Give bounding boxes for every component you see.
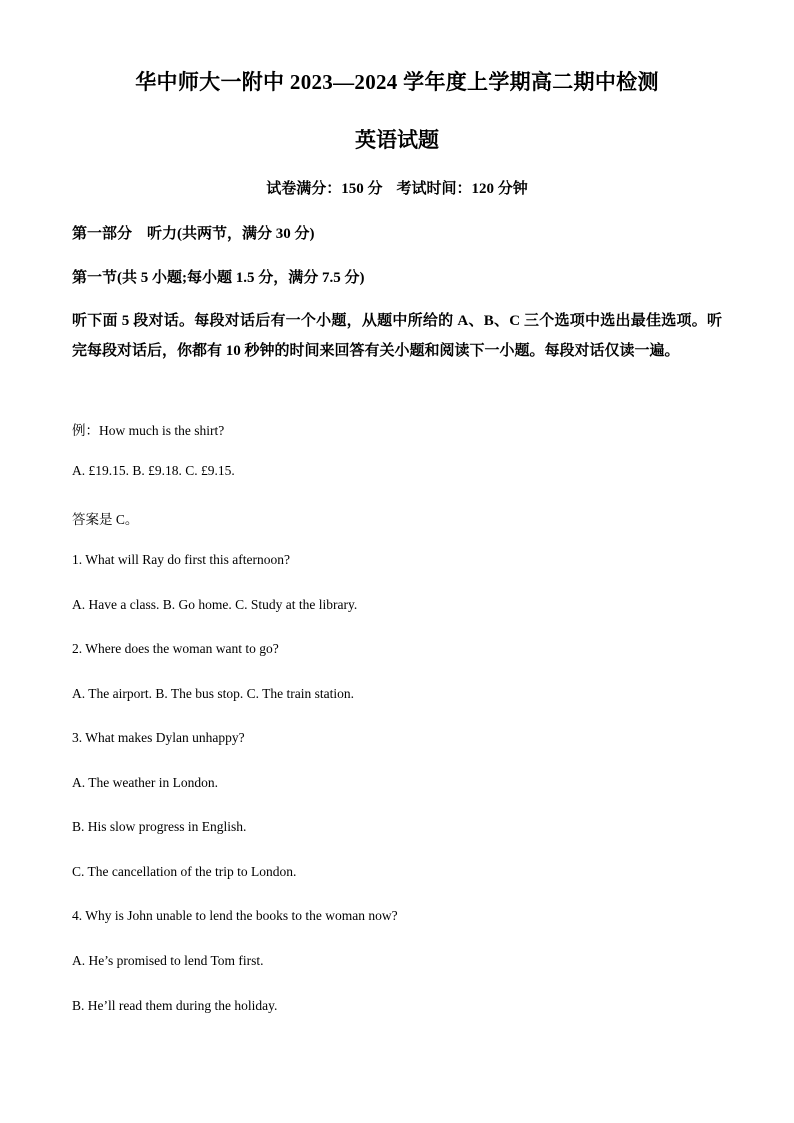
exam-subtitle: 英语试题: [355, 128, 439, 152]
section-heading: 第一节(共 5 小题;每小题 1.5 分，满分 7.5 分): [72, 270, 365, 286]
question-1: 1. What will Ray do first this afternoon?: [72, 552, 290, 567]
question-3-option-b: B. His slow progress in English.: [72, 819, 247, 834]
example-answer: 答案是 C。: [72, 512, 139, 527]
score-info: 试卷满分：150 分: [266, 181, 383, 197]
example-options: A. £19.15. B. £9.18. C. £9.15.: [72, 463, 235, 478]
time-info: 考试时间：120 分钟: [396, 181, 528, 197]
question-2: 2. Where does the woman want to go?: [72, 641, 279, 656]
question-3-option-a: A. The weather in London.: [72, 775, 218, 790]
instructions: 听下面 5 段对话。每段对话后有一个小题，从题中所给的 A、B、C 三个选项中选出最佳选项。听完每段对话后，你都有 10 秒钟的时间来回答有关小题和阅读下一小题。每段对话仅读一遍。: [72, 313, 722, 359]
question-1-options: A. Have a class. B. Go home. C. Study at the library.: [72, 597, 358, 612]
question-4-option-b: B. He’ll read them during the holiday.: [72, 998, 278, 1013]
exam-meta: [0, 177, 794, 198]
question-3: 3. What makes Dylan unhappy?: [72, 730, 245, 745]
exam-title: 华中师大一附中 2023—2024 学年度上学期高二期中检测: [135, 70, 659, 94]
question-4: 4. Why is John unable to lend the books to the woman now?: [72, 908, 398, 923]
question-2-options: A. The airport. B. The bus stop. C. The train station.: [72, 686, 354, 701]
question-4-option-a: A. He’s promised to lend Tom first.: [72, 953, 264, 968]
question-3-option-c: C. The cancellation of the trip to London.: [72, 864, 297, 879]
part-heading: 第一部分 听力(共两节，满分 30 分): [72, 226, 315, 242]
example-question: 例：How much is the shirt?: [72, 423, 225, 438]
